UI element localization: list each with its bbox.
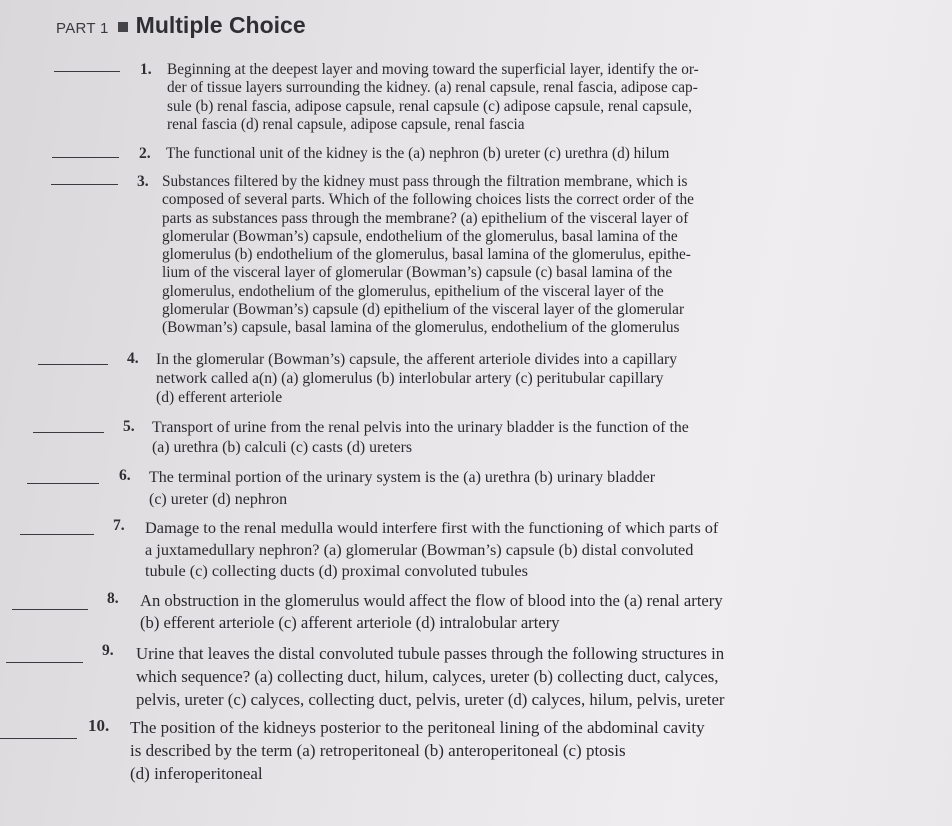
- question-7: [0, 517, 952, 580]
- part-label: PART 1: [56, 20, 109, 37]
- section-header: [56, 12, 306, 39]
- question-text: An obstruction in the glomerulus would affect the flow of blood into the (a) renal artery (b) efferent arteriole (c) afferent arteriole (d) intralobular artery: [140, 591, 723, 632]
- question-2: [0, 145, 952, 162]
- answer-blank-4[interactable]: [38, 364, 108, 365]
- question-number: 2.: [139, 145, 151, 162]
- question-number: 3.: [137, 173, 149, 190]
- question-8: [0, 590, 952, 632]
- question-5: [0, 418, 952, 456]
- question-text: The position of the kidneys posterior to the peritoneal lining of the abdominal cavity is described by the term (a) retroperitoneal (b) anteroperitoneal (c) ptosis (d) inferoperitoneal: [130, 718, 705, 783]
- question-number: 4.: [127, 350, 139, 367]
- question-number: 6.: [119, 467, 131, 484]
- answer-blank-9[interactable]: [6, 662, 83, 663]
- question-number: 9.: [102, 642, 114, 659]
- question-number: 8.: [107, 590, 119, 607]
- question-9: [0, 642, 952, 709]
- question-text: In the glomerular (Bowman’s) capsule, the afferent arteriole divides into a capillary network called a(n) (a) glomerulus (b) interlobular artery (c) peritubular capillary (d) efferent arteriole: [156, 351, 678, 406]
- question-text: The functional unit of the kidney is the (a) nephron (b) ureter (c) urethra (d) hilum: [166, 145, 670, 162]
- question-number: 5.: [123, 418, 135, 435]
- question-number: 1.: [140, 61, 152, 78]
- question-number: 10.: [88, 716, 110, 735]
- question-1: [0, 61, 952, 133]
- answer-blank-7[interactable]: [20, 534, 94, 535]
- question-text: Transport of urine from the renal pelvis into the urinary bladder is the function of the (a) urethra (b) calculi (c) casts (d) ureters: [152, 419, 689, 456]
- question-10: [0, 716, 952, 783]
- question-text: Urine that leaves the distal convoluted tubule passes through the following structures in which sequence? (a) collecting duct, hilum, calyces, ureter (b) collecting duct, calyces, pelvis, ureter (c) calyces, collecting duct, pelvis, ureter (d) calyces, hilum, pelvis, ureter: [136, 644, 725, 709]
- question-6: [0, 467, 952, 508]
- answer-blank-8[interactable]: [12, 609, 88, 610]
- answer-blank-10[interactable]: [0, 738, 77, 739]
- question-text: Substances filtered by the kidney must pass through the filtration membrane, which is composed of several parts. Which of the following choices lists the correct order of the parts as substances pass through the membrane? (a) epithelium of the visceral layer of glomerular (Bowman’s) capsule, endothelium of the glomerulus, basal lamina of the glomerulus (b) endothelium of the glomerulus, basal lamina of the glomerulus, epithe- lium of the visceral layer of glomerular (Bowman’s) capsule (c) basal lamina of the glomerulus, endothelium of the glomerulus, epithelium of the visceral layer of the glomerular (Bowman’s) capsule (d) epithelium of the visceral layer of the glomerular (Bowman’s) capsule, basal lamina of the glomerulus, endothelium of the glomerulus: [162, 173, 694, 337]
- question-text: The terminal portion of the urinary system is the (a) urethra (b) urinary bladder (c) ureter (d) nephron: [149, 469, 656, 508]
- answer-blank-1[interactable]: [54, 71, 120, 72]
- square-bullet-icon: [118, 22, 128, 32]
- answer-blank-5[interactable]: [33, 432, 104, 433]
- question-text: Damage to the renal medulla would interfere first with the functioning of which parts of a juxtamedullary nephron? (a) glomerular (Bowman’s) capsule (b) distal convoluted tubule (c) collecting ducts (d) proximal convoluted tubules: [145, 518, 719, 580]
- answer-blank-2[interactable]: [52, 157, 119, 158]
- section-title: Multiple Choice: [135, 12, 306, 38]
- question-4: [0, 350, 952, 406]
- question-number: 7.: [113, 517, 125, 534]
- answer-blank-6[interactable]: [27, 483, 99, 484]
- question-3: [0, 173, 952, 337]
- question-text: Beginning at the deepest layer and moving toward the superficial layer, identify the or- der of tissue layers surrounding the kidney. (a) renal capsule, renal fascia, adipose cap- sule (b) renal fascia, adipose capsule, renal capsule (c) adipose capsule, renal capsule, renal fascia (d) renal capsule, adipose capsule, renal fascia: [167, 61, 699, 133]
- answer-blank-3[interactable]: [51, 184, 118, 185]
